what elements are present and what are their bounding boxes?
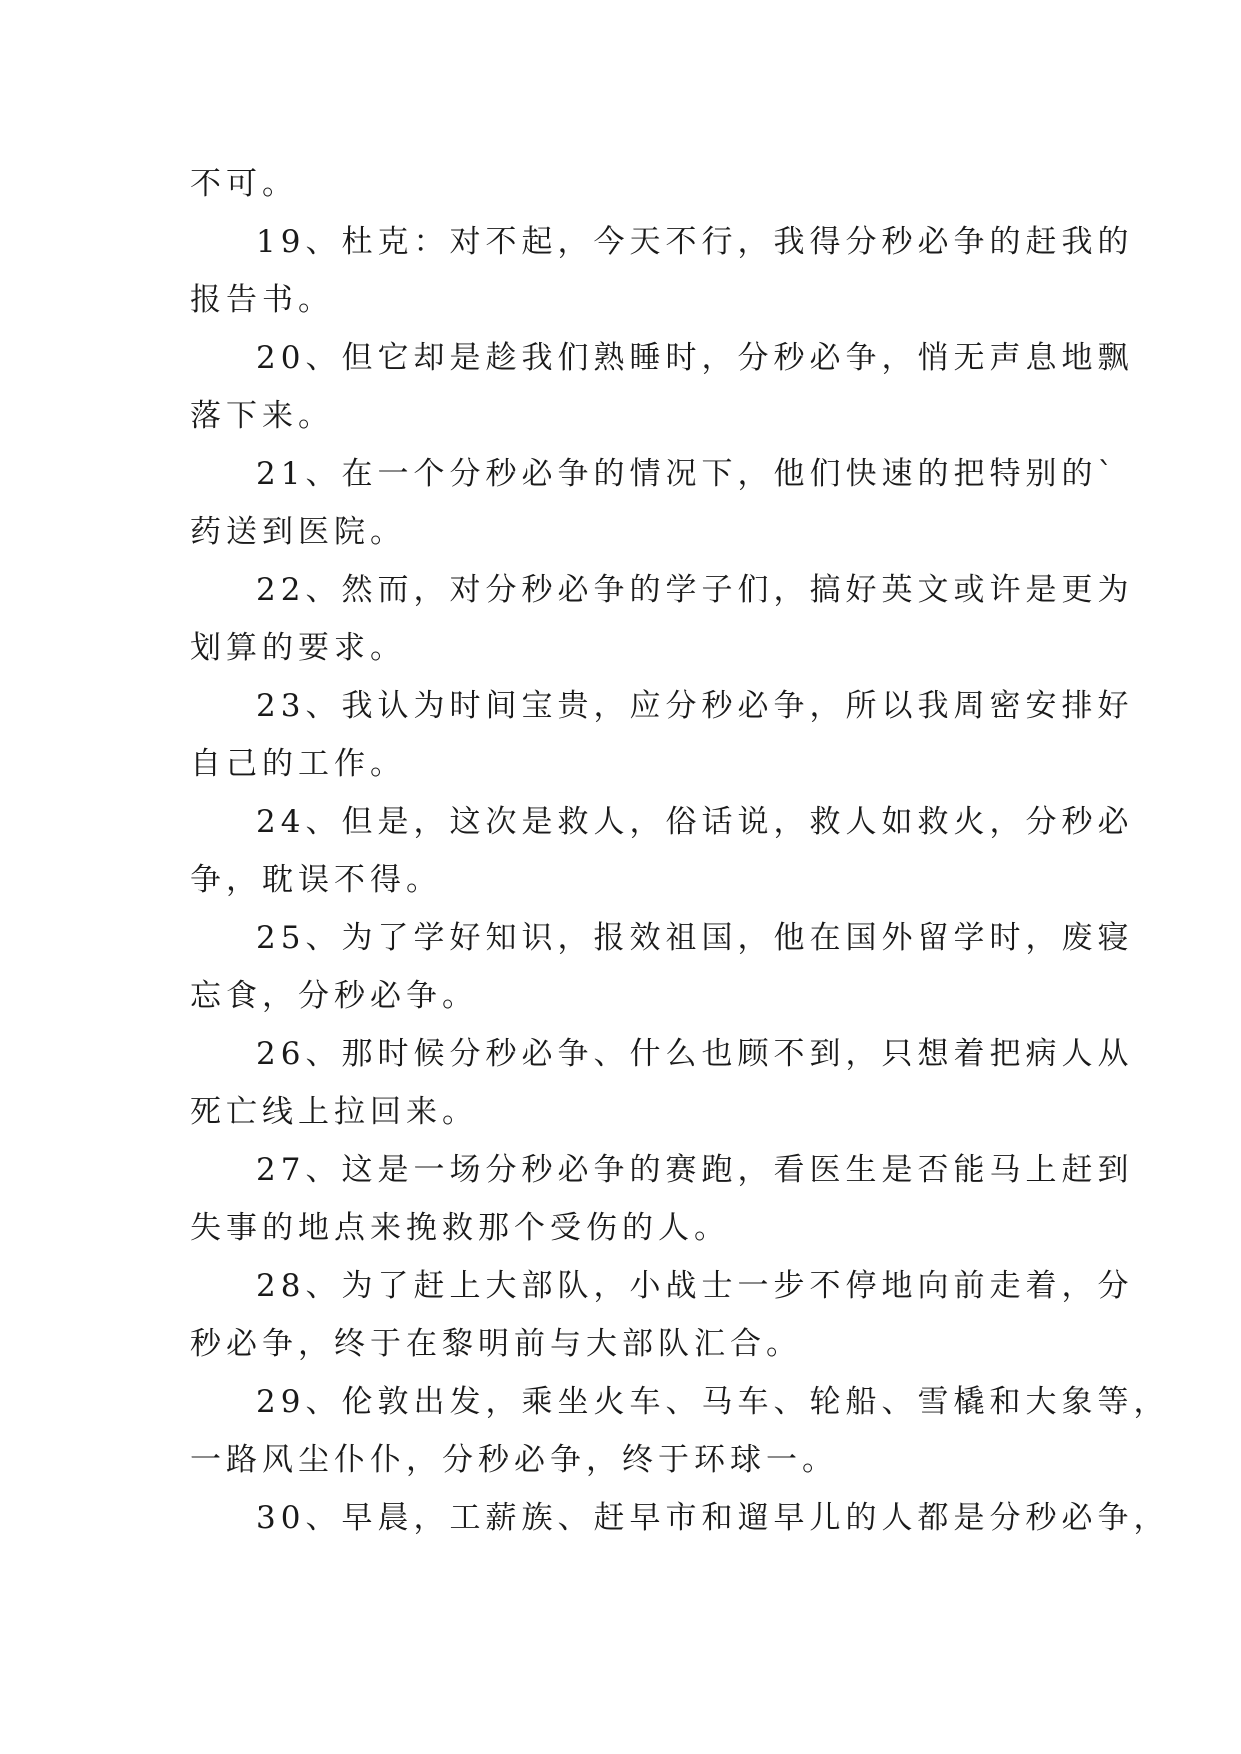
text-line: 25、为了学好知识，报效祖国，他在国外留学时，废寝 [256,920,1134,956]
text-line: 24、但是，这次是救人，俗话说，救人如救火，分秒必 [256,804,1134,840]
text-line: 划算的要求。 [190,630,406,666]
text-line: 争，耽误不得。 [190,862,442,898]
text-line: 忘食，分秒必争。 [190,978,478,1014]
text-line: 29、伦敦出发，乘坐火车、马车、轮船、雪橇和大象等， [256,1384,1170,1420]
text-line: 21、在一个分秒必争的情况下，他们快速的把特别的` [256,456,1118,492]
text-line: 19、杜克：对不起，今天不行，我得分秒必争的赶我的 [256,224,1134,260]
text-line: 23、我认为时间宝贵，应分秒必争，所以我周密安排好 [256,688,1134,724]
text-line: 落下来。 [190,398,334,434]
text-line: 26、那时候分秒必争、什么也顾不到，只想着把病人从 [256,1036,1134,1072]
text-line: 秒必争，终于在黎明前与大部队汇合。 [190,1326,802,1362]
document-body [190,155,1170,1547]
text-line: 报告书。 [190,282,334,318]
text-line: 20、但它却是趁我们熟睡时，分秒必争，悄无声息地飘 [256,340,1134,376]
text-line: 不可。 [190,166,298,202]
text-line: 失事的地点来挽救那个受伤的人。 [190,1210,730,1246]
text-line: 27、这是一场分秒必争的赛跑，看医生是否能马上赶到 [256,1152,1134,1188]
text-line: 药送到医院。 [190,514,406,550]
text-line: 一路风尘仆仆，分秒必争，终于环球一。 [190,1442,838,1478]
text-line: 22、然而，对分秒必争的学子们，搞好英文或许是更为 [256,572,1134,608]
text-line: 自己的工作。 [190,746,406,782]
text-line: 30、早晨，工薪族、赶早市和遛早儿的人都是分秒必争， [256,1500,1170,1536]
text-line: 死亡线上拉回来。 [190,1094,478,1130]
text-line: 28、为了赶上大部队，小战士一步不停地向前走着，分 [256,1268,1134,1304]
